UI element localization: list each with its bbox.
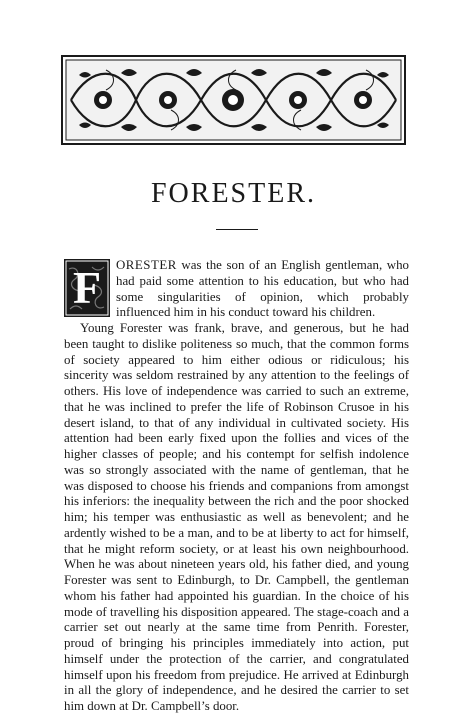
chapter-title: FORESTER. (150, 178, 317, 209)
paragraph-1 (64, 258, 409, 321)
body-text (64, 258, 409, 715)
dropcap-letter: F (72, 262, 102, 313)
ornamental-headpiece (61, 55, 406, 145)
paragraph-2: Young Forester was frank, brave, and generous, but he had been taught to dislike politeness so much, that the common forms of society appeared to him either odious or ridiculous; his sincerity was seldom restrained by any attention to the feelings of others. His love of independence was carried to such an extreme, that he was inclined to prefer the life of Robinson Crusoe in his desert island, to that of any individual in cultivated society. His attention had been early fixed upon the follies and vices of the higher classes of people; and his contempt for selfish indolence was so strongly associated with the name of gentleman, that he was disposed to choose his friends and companions from amongst his inferiors: the inequality between the rich and the poor shocked him; his temper was enthusiastic as well as benevolent; and he ardently wished to be a man, and to be at liberty to act for himself, that he might reform society, or at least his own neighbourhood. When he was about nineteen years old, his father died, and young Forester was sent to Edinburgh, to Dr. Campbell, the gentleman whom his father had appointed his guardian. In the choice of his mode of travelling his disposition appeared. The stage-coach and a carrier set out nearly at the same time from Penrith. Forester, proud of bringing his principles immediately into action, put himself under the protection of the carrier, and congratulated himself upon his freedom from prejudice. He arrived at Edinburgh in all the glory of independence, and he desired the carrier to set him down at Dr. Campbell’s door. (64, 321, 409, 713)
paragraph-1-rest: was the son of an English gentleman, who had paid some attention to his education, but who had some singularities of opinion, which probably influenced him in his conduct toward his children. (116, 258, 409, 320)
paragraph-1-lead: ORESTER (116, 258, 177, 272)
title-rule-divider (216, 229, 258, 230)
dropcap-ornament (64, 259, 110, 317)
